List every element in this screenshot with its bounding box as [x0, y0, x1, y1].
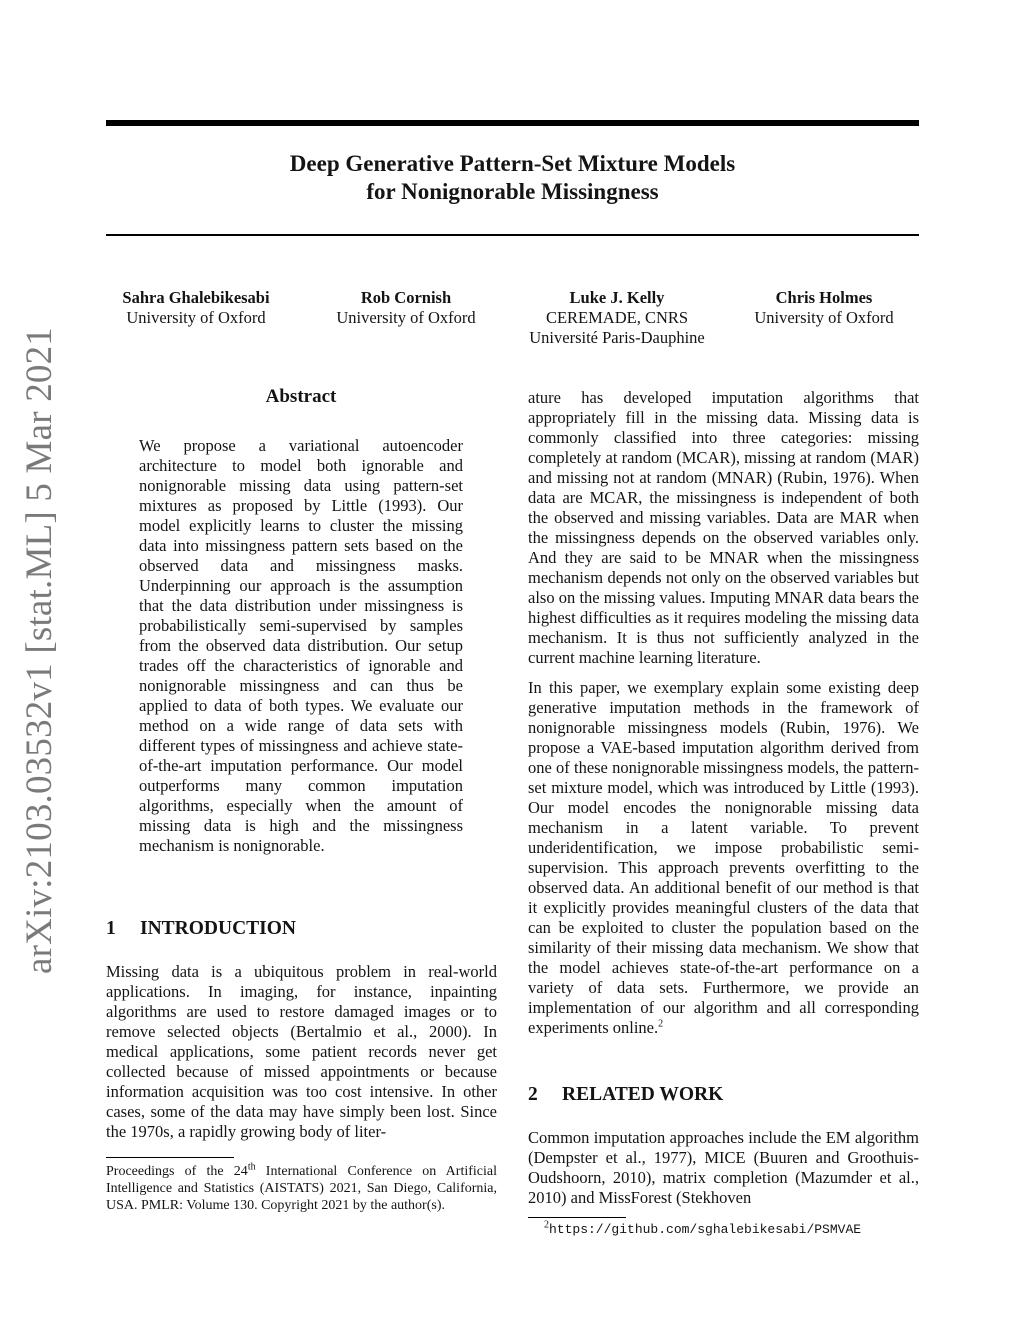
code-url-footnote [544, 1221, 924, 1238]
author-3 [517, 288, 717, 348]
author-name: Rob Cornish [360, 288, 452, 307]
introduction-text [106, 962, 497, 1142]
author-1 [96, 288, 296, 328]
title-line-1: Deep Generative Pattern-Set Mixture Models [289, 151, 736, 176]
author-affiliation: University of Oxford [336, 308, 476, 327]
footnote-marker-2: 2 [658, 1018, 664, 1030]
section-number: 1 [106, 918, 116, 939]
author-name: Luke J. Kelly [569, 288, 665, 307]
author-4 [724, 288, 924, 328]
author-name: Chris Holmes [775, 288, 873, 307]
arxiv-side-stamp [10, 326, 68, 974]
footnote-rule-right [528, 1217, 626, 1218]
abstract-text: We propose a variational autoencoder architecture to model both ignorable and nonignorable missing data using pattern-set mixtures as proposed by Little (1993). Our model explicitly learns to cluster the missing data into missingness pattern sets based on the observed data and missingness masks. Underpinning our approach is the assumption that the data distribution under missingness is probabilistically semi-supervised by samples from the observed data distribution. Our setup trades off the characteristics of ignorable and nonignorable missingness and can thus be applied to data of both types. We evaluate our method on a wide range of data sets with different types of missingness and achieve state-of-the-art imputation performance. Our model outperforms many common imputation algorithms, especially when the amount of missing data is high and the missingness mechanism is nonignorable. [139, 436, 463, 855]
intro-contribution-paragraph [528, 678, 919, 1038]
section-number: 2 [528, 1084, 538, 1105]
proceedings-footnote [106, 1163, 497, 1214]
title-top-rule [106, 120, 919, 126]
related-work-paragraph: Common imputation approaches include the EM algorithm (Dempster et al., 1977), MICE (Buuren and Groothuis-Oudshoorn, 2010), matrix completion (Mazumder et al., 2010) and MissForest (Stekhoven [528, 1128, 919, 1207]
footnote-text-start: Proceedings of the 24 [106, 1164, 248, 1179]
paper-title [106, 150, 919, 206]
intro-continuation-paragraph: ature has developed imputation algorithms that appropriately fill in the missing data. Missing data is commonly classified into three categories: missing completely at random (MCAR), missing at random (MAR) and missing not at random (MNAR) (Rubin, 1976). When data are MCAR, the missingness is independent of both the observed and missing variables. Data are MAR when the missingness depends on the observed variables only. And they are said to be MNAR when the missingness mechanism depends not only on the observed variables but also on the missing values. Imputing MNAR data bears the highest difficulties as it requires modeling the missing data mechanism. It is thus not sufficiently analyzed in the current machine learning literature. [528, 388, 919, 667]
related-work-text [528, 1128, 919, 1208]
footnote-number: 2 [544, 1219, 549, 1231]
section-heading-introduction [106, 918, 296, 940]
author-name: Sahra Ghalebikesabi [122, 288, 270, 307]
contribution-text: In this paper, we exemplary explain some existing deep generative imputation methods in the framework of nonignorable missingness models (Rubin, 1976). We propose a VAE-based imputation algorithm derived from one of these nonignorable missingness models, the pattern-set mixture model, which was introduced by Little (1993). Our model encodes the nonignorable missing data mechanism in a latent variable. To prevent underidentification, we impose probabilistic semi-supervision. This approach prevents overfitting to the observed data. An additional benefit of our method is that it explicitly provides meaningful clusters of the data that can be exploited to cluster the population based on the similarity of their missing data mechanism. We show that the model achieves state-of-the-art performance on a variety of data sets. Furthermore, we provide an implementation of our algorithm and all corresponding experiments online. [528, 678, 919, 1037]
footnote-rule-left [106, 1157, 234, 1158]
author-affiliation: University of Oxford [754, 308, 894, 327]
abstract-heading: Abstract [265, 386, 337, 407]
author-affiliation: University of Oxford [126, 308, 266, 327]
section-title: INTRODUCTION [140, 918, 297, 939]
section-heading-related-work [528, 1084, 723, 1106]
author-affiliation-2: Université Paris-Dauphine [529, 328, 705, 347]
title-bottom-rule [106, 234, 919, 236]
author-2 [306, 288, 506, 328]
code-repository-url: https://github.com/sghalebikesabi/PSMVAE [549, 1222, 862, 1237]
footnote-text-end: International Conference on Artificial Intelligence and Statistics (AISTATS) 2021, San Diego, California, USA. PMLR: Volume 130. Copyright 2021 by the author(s). [106, 1164, 497, 1213]
section-title: RELATED WORK [562, 1084, 724, 1105]
arxiv-identifier: arXiv:2103.03532v1 [stat.ML] 5 Mar 2021 [18, 326, 60, 974]
author-affiliation: CEREMADE, CNRS [545, 308, 689, 327]
footnote-superscript: th [247, 1161, 256, 1173]
right-column-text [528, 388, 919, 1038]
title-line-2: for Nonignorable Missingness [366, 179, 659, 204]
introduction-paragraph: Missing data is a ubiquitous problem in real-world applications. In imaging, for instance, inpainting algorithms are used to restore damaged images or to remove selected objects (Bertalmio et al., 2000). In medical applications, some patient records never get collected because of missed appointments or because information acquisition was too cost intensive. In other cases, some of the data may have simply been lost. Since the 1970s, a rapidly growing body of liter- [106, 962, 497, 1141]
